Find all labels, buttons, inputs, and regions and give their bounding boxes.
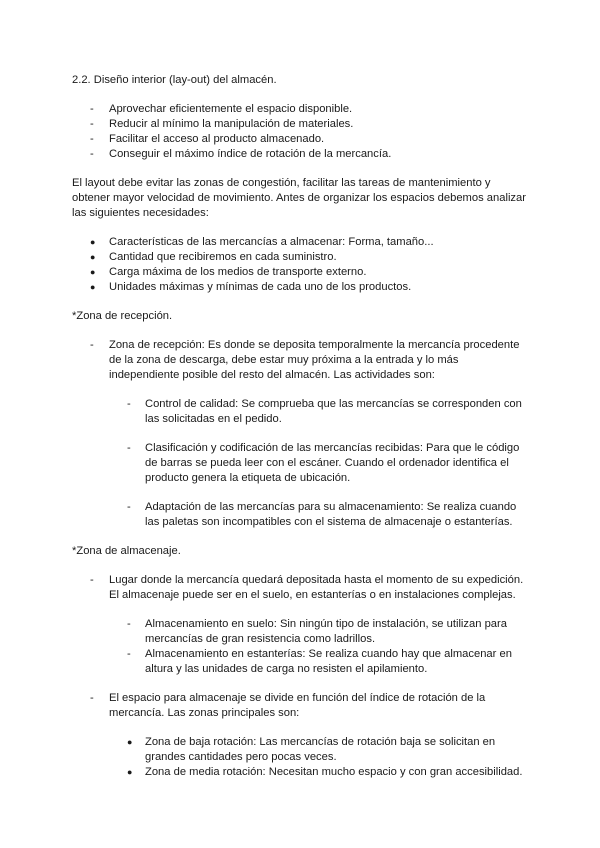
dash-marker: -: [127, 648, 131, 660]
goal-item: Conseguir el máximo índice de rotación de la mercancía.: [109, 148, 392, 160]
rotation-zone-line: Zona de media rotación: Necesitan mucho espacio y con gran accesibilidad.: [145, 766, 523, 778]
reception-desc-line: independiente posible del resto del almacén. Las actividades son:: [109, 369, 435, 381]
dash-marker: -: [90, 339, 94, 351]
dash-marker: -: [127, 398, 131, 410]
intro-line: obtener mayor velocidad de movimiento. Antes de organizar los espacios debemos analizar: [72, 192, 526, 204]
dash-marker: -: [90, 133, 94, 145]
storage-desc-line: El almacenaje puede ser en el suelo, en estanterías o en instalaciones complejas.: [109, 589, 516, 601]
activity-line: las paletas son incompatibles con el sistema de almacenaje o estanterías.: [145, 516, 513, 528]
bullet-marker: ●: [90, 282, 96, 292]
bullet-marker: ●: [90, 237, 96, 247]
section-heading: 2.2. Diseño interior (lay-out) del almacén.: [72, 74, 277, 86]
reception-title: *Zona de recepción.: [72, 310, 173, 322]
need-item: Unidades máximas y mínimas de cada uno de los productos.: [109, 281, 412, 293]
activity-line: Control de calidad: Se comprueba que las mercancías se corresponden con: [145, 398, 522, 410]
activity-line: las solicitadas en el pedido.: [145, 413, 282, 425]
goal-item: Aprovechar eficientemente el espacio disponible.: [109, 103, 353, 115]
reception-desc-line: de la zona de descarga, debe estar muy próxima a la entrada y lo más: [109, 354, 459, 366]
dash-marker: -: [90, 103, 94, 115]
dash-marker: -: [127, 618, 131, 630]
intro-line: las siguientes necesidades:: [72, 207, 209, 219]
storage-desc-line: Lugar donde la mercancía quedará depositada hasta el momento de su expedición.: [109, 574, 524, 586]
storage-type-line: mercancías de gran resistencia como ladrillos.: [145, 633, 376, 645]
storage-type-line: Almacenamiento en suelo: Sin ningún tipo de instalación, se utilizan para: [145, 618, 507, 630]
goal-item: Reducir al mínimo la manipulación de materiales.: [109, 118, 354, 130]
need-item: Características de las mercancías a almacenar: Forma, tamaño...: [109, 236, 434, 248]
activity-line: Adaptación de las mercancías para su almacenamiento: Se realiza cuando: [145, 501, 517, 513]
goal-item: Facilitar el acceso al producto almacenado.: [109, 133, 325, 145]
dash-marker: -: [90, 692, 94, 704]
storage-desc-line: El espacio para almacenaje se divide en función del índice de rotación de la: [109, 692, 486, 704]
bullet-marker: ●: [127, 767, 133, 777]
bullet-marker: ●: [90, 252, 96, 262]
dash-marker: -: [127, 501, 131, 513]
rotation-zone-line: Zona de baja rotación: Las mercancías de rotación baja se solicitan en: [145, 736, 496, 748]
activity-line: producto genera la etiqueta de ubicación.: [145, 472, 351, 484]
dash-marker: -: [90, 148, 94, 160]
storage-type-line: altura y las unidades de carga no resisten el apilamiento.: [145, 663, 428, 675]
intro-line: El layout debe evitar las zonas de congestión, facilitar las tareas de mantenimiento y: [72, 177, 491, 189]
storage-title: *Zona de almacenaje.: [72, 545, 181, 557]
dash-marker: -: [90, 118, 94, 130]
need-item: Cantidad que recibiremos en cada suministro.: [109, 251, 337, 263]
need-item: Carga máxima de los medios de transporte externo.: [109, 266, 367, 278]
dash-marker: -: [90, 574, 94, 586]
bullet-marker: ●: [90, 267, 96, 277]
activity-line: Clasificación y codificación de las mercancías recibidas: Para que le código: [145, 442, 520, 454]
reception-desc-line: Zona de recepción: Es donde se deposita temporalmente la mercancía procedente: [109, 339, 520, 351]
rotation-zone-line: grandes cantidades pero pocas veces.: [145, 751, 337, 763]
activity-line: de barras se pueda leer con el escáner. Cuando el ordenador identifica el: [145, 457, 509, 469]
storage-type-line: Almacenamiento en estanterías: Se realiza cuando hay que almacenar en: [145, 648, 512, 660]
bullet-marker: ●: [127, 737, 133, 747]
dash-marker: -: [127, 442, 131, 454]
storage-desc-line: mercancía. Las zonas principales son:: [109, 707, 300, 719]
